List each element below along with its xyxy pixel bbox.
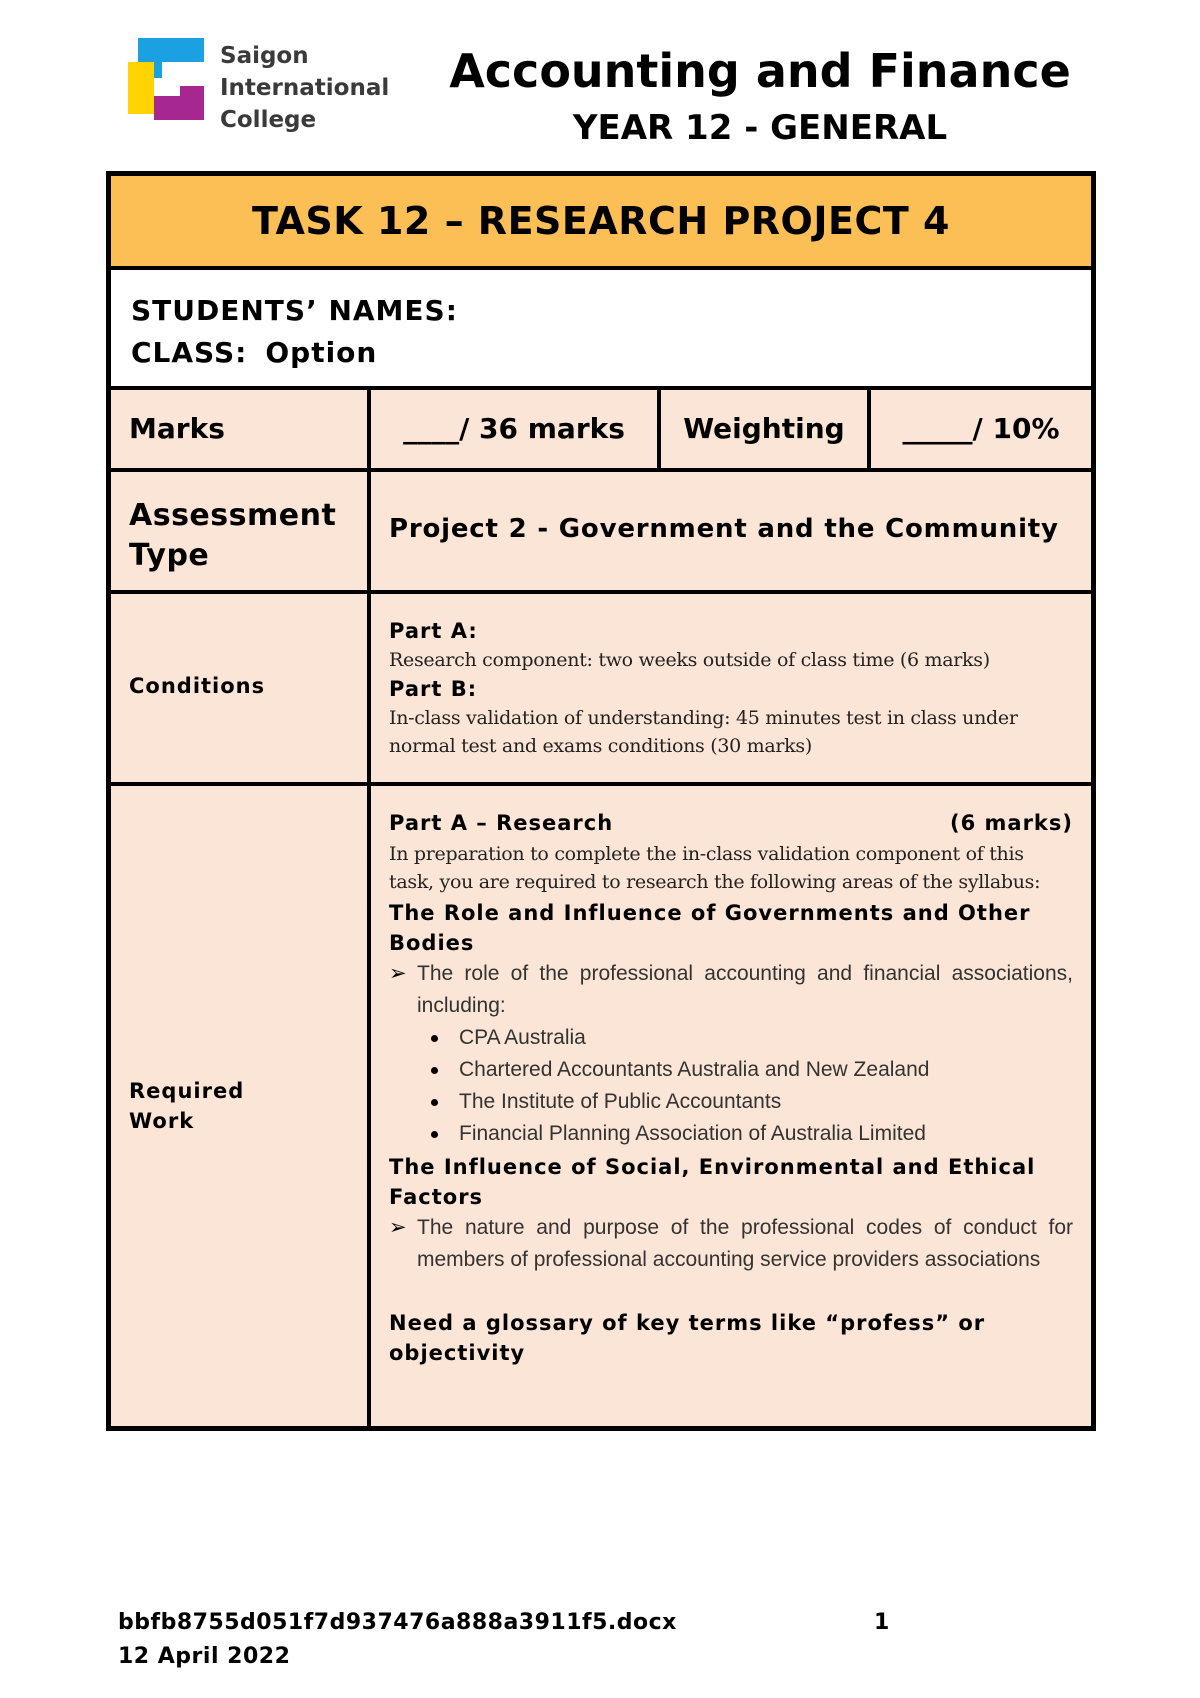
weighting-value-cell <box>871 390 1091 468</box>
section-1-point <box>389 958 1073 1022</box>
assessment-label-line-2: Type <box>129 538 210 573</box>
page-footer <box>118 1606 918 1674</box>
required-work-label-cell <box>111 786 371 1426</box>
weighting-label-cell <box>661 390 871 468</box>
bullet-dot-icon <box>431 1035 438 1042</box>
list-item-text: The Institute of Public Accountants <box>459 1090 782 1113</box>
section-1-heading: The Role and Influence of Governments and Other Bodies <box>389 901 1031 955</box>
footer-date: 12 April 2022 <box>118 1644 291 1669</box>
list-item-text: Chartered Accountants Australia and New Zealand <box>459 1058 930 1081</box>
section-2-point-text: The nature and purpose of the professional codes of conduct for members of professional accounting service providers associations <box>417 1216 1073 1271</box>
bullet-dot-icon <box>431 1099 438 1106</box>
assessment-value-cell <box>371 472 1091 590</box>
required-work-content-cell <box>371 786 1091 1426</box>
marks-value: ____/ 36 marks <box>403 412 625 445</box>
marks-label-cell <box>111 390 371 468</box>
class-line <box>131 336 377 369</box>
part-a-marks: (6 marks) <box>950 811 1073 835</box>
document-title: Accounting and Finance <box>449 44 1071 98</box>
weighting-label: Weighting <box>683 412 845 445</box>
conditions-part-b-heading: Part B: <box>389 677 478 701</box>
conditions-part-a-heading: Part A: <box>389 619 478 643</box>
list-item <box>389 1054 1073 1086</box>
section-1-point-text: The role of the professional accounting and financial associations, including: <box>417 962 1073 1017</box>
arrow-bullet-icon: ➢ <box>389 962 407 985</box>
logo-line-3: College <box>220 107 317 133</box>
weighting-value: _____/ 10% <box>902 412 1060 445</box>
conditions-row <box>111 594 1091 786</box>
students-names-label: STUDENTS’ NAMES: <box>131 294 458 327</box>
part-a-intro: In preparation to complete the in-class validation component of this task, you are required to research the following areas of the syllabus: <box>389 843 1041 893</box>
conditions-content-cell <box>371 594 1091 782</box>
college-logo-text <box>220 40 389 136</box>
task-table <box>106 171 1096 1431</box>
students-row <box>111 270 1091 390</box>
list-item <box>389 1118 1073 1150</box>
assessment-label-cell <box>111 472 371 590</box>
assessment-label <box>129 496 336 576</box>
section-2-point <box>389 1212 1073 1276</box>
marks-row <box>111 390 1091 472</box>
task-title-row <box>111 176 1091 270</box>
class-label: CLASS: <box>131 336 248 369</box>
list-item <box>389 1086 1073 1118</box>
glossary-note: Need a glossary of key terms like “profess” or objectivity <box>389 1311 986 1365</box>
part-a-heading <box>389 806 1073 840</box>
class-value: Option <box>265 336 378 369</box>
required-work-label-line-1: Required <box>129 1079 245 1103</box>
list-item <box>389 1022 1073 1054</box>
footer-filename: bbfb8755d051f7d937476a888a3911f5.docx <box>118 1610 677 1635</box>
list-item-text: CPA Australia <box>459 1026 586 1049</box>
conditions-part-b-text: In-class validation of understanding: 45 minutes test in class under normal test and exams conditions (30 marks) <box>389 707 1018 757</box>
assessment-label-line-1: Assessment <box>129 498 337 533</box>
section-2-heading: The Influence of Social, Environmental and Ethical Factors <box>389 1155 1036 1209</box>
arrow-bullet-icon: ➢ <box>389 1216 407 1239</box>
bullet-dot-icon <box>431 1067 438 1074</box>
required-work-label <box>129 1076 244 1136</box>
document-subtitle: YEAR 12 - GENERAL <box>572 108 948 148</box>
college-logo-mark-icon <box>128 38 204 130</box>
required-work-content <box>389 806 1073 1368</box>
assessment-type-row <box>111 472 1091 594</box>
marks-label: Marks <box>129 412 225 445</box>
task-title: TASK 12 – RESEARCH PROJECT 4 <box>252 199 950 243</box>
conditions-part-a-text: Research component: two weeks outside of class time (6 marks) <box>389 649 990 671</box>
conditions-label-cell <box>111 594 371 782</box>
logo-line-1: Saigon <box>220 43 309 69</box>
conditions-label: Conditions <box>129 674 266 698</box>
marks-value-cell <box>371 390 661 468</box>
assessment-value: Project 2 - Government and the Community <box>389 514 1059 544</box>
required-work-label-line-2: Work <box>129 1109 195 1133</box>
list-item-text: Financial Planning Association of Australia Limited <box>459 1122 926 1145</box>
required-work-row <box>111 786 1091 1426</box>
footer-page-number: 1 <box>874 1610 890 1635</box>
conditions-content <box>389 616 1049 760</box>
college-logo <box>128 38 388 138</box>
logo-line-2: International <box>220 75 390 101</box>
part-a-title: Part A – Research <box>389 811 614 835</box>
bullet-dot-icon <box>431 1131 438 1138</box>
